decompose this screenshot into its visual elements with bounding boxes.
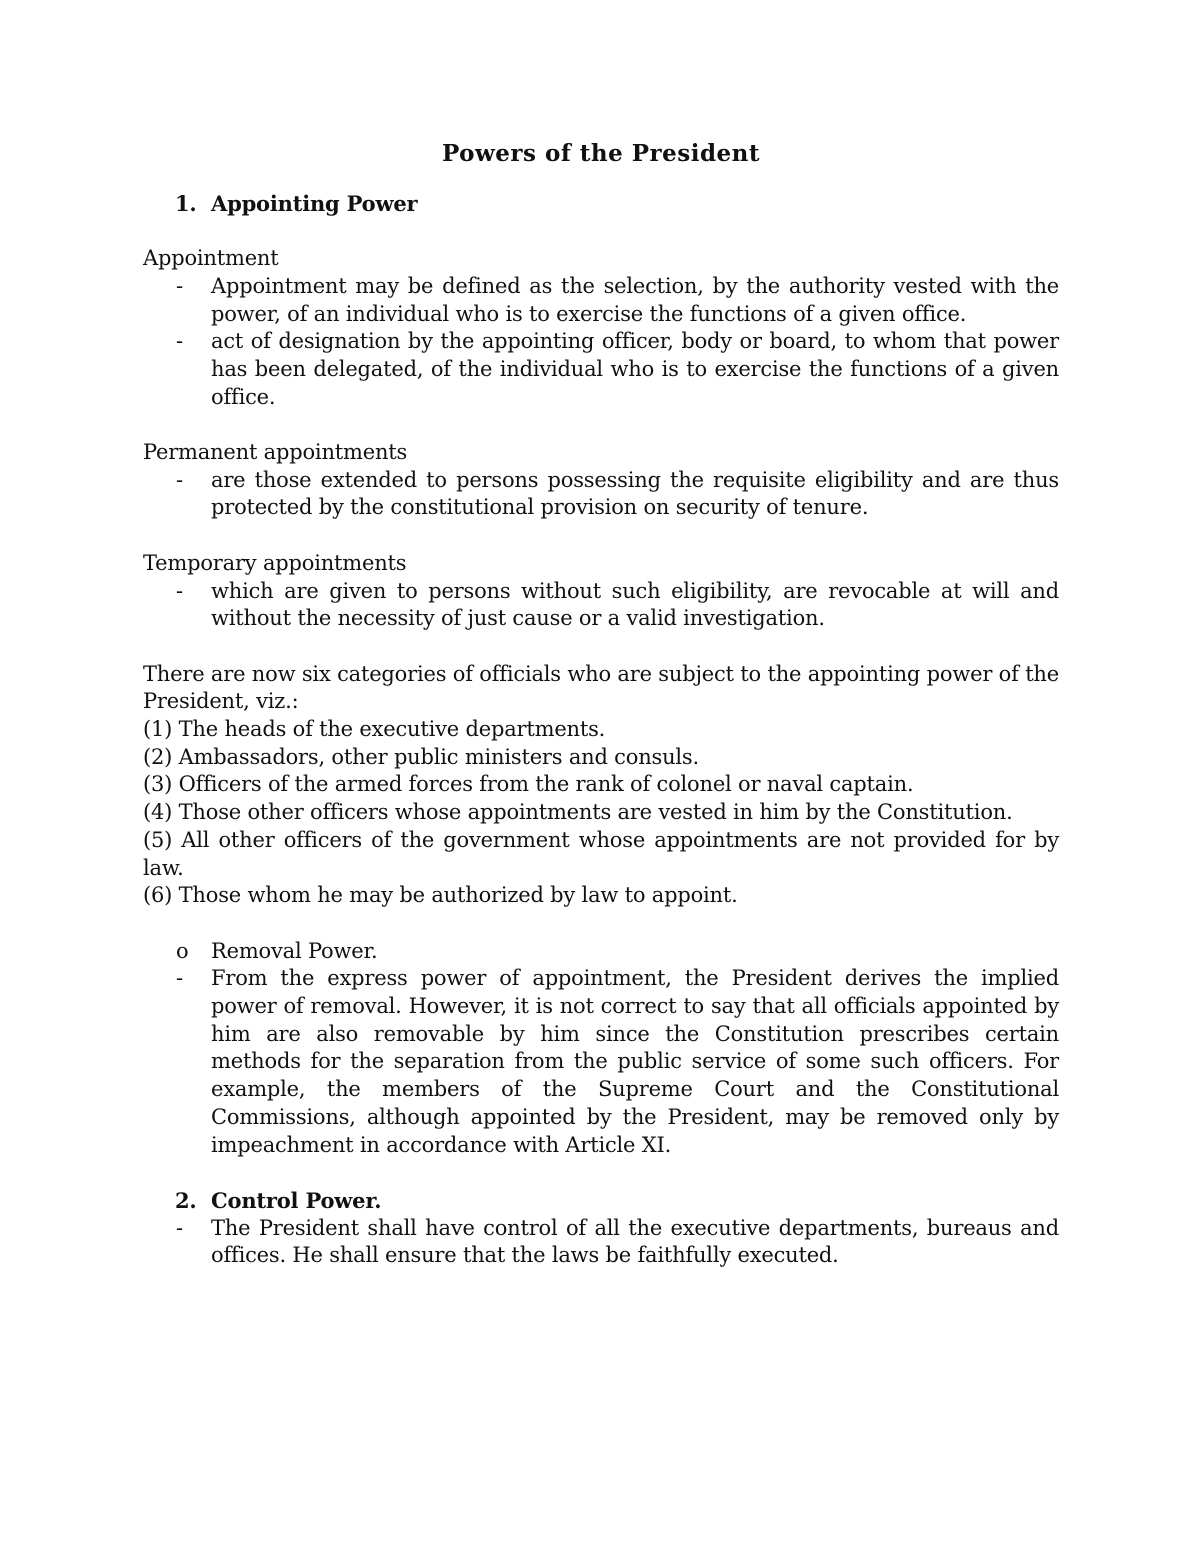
dash-marker: - [176,467,183,492]
list-item [143,1215,1059,1270]
removal-power-label [143,938,1059,966]
dash-marker: - [176,273,183,298]
section-heading-control [143,1187,1059,1215]
circle-bullet-marker: o [176,938,189,963]
temporary-label: Temporary appointments [143,550,407,575]
dash-marker: - [176,578,183,603]
category-item: (5) All other officers of the government whose appointments are not provided for by law. [143,827,1059,880]
section-number: 2. [175,1187,197,1213]
section-number: 1. [175,190,197,216]
list-item [143,578,1059,633]
page-title: Powers of the President [441,140,761,167]
permanent-def: are those extended to persons possessing the requisite eligibility and are thus protected by the constitutional provision on security of tenure. [211,467,1059,520]
dash-marker: - [176,329,183,354]
appointment-def-2: act of designation by the appointing officer, body or board, to whom that power has been delegated, of the individual who is to exercise the functions of a given office. [211,329,1059,409]
appointment-label: Appointment [143,246,279,271]
list-item [143,273,1059,328]
control-power-text: The President shall have control of all the executive departments, bureaus and offices. He shall ensure that the laws be faithfully executed. [211,1215,1059,1268]
section-title: Appointing Power [211,190,418,216]
appointment-def-1: Appointment may be defined as the selection, by the authority vested with the power, of an individual who is to exercise the functions of a given office. [211,273,1059,326]
list-item [143,467,1059,522]
category-item: (6) Those whom he may be authorized by law to appoint. [143,883,738,908]
category-item: (1) The heads of the executive departments. [143,717,606,741]
list-item [143,328,1059,411]
category-item: (3) Officers of the armed forces from the rank of colonel or naval captain. [143,772,914,797]
category-item: (4) Those other officers whose appointments are vested in him by the Constitution. [143,800,1013,825]
section-title: Control Power. [211,1187,382,1213]
categories-intro: There are now six categories of officials who are subject to the appointing power of the President, viz.: [143,661,1059,714]
list-item [143,965,1059,1159]
temporary-def: which are given to persons without such eligibility, are revocable at will and without the necessity of just cause or a valid investigation. [211,578,1059,631]
removal-power-text: From the express power of appointment, the President derives the implied power of removal. However, it is not correct to say that all officials appointed by him are also removable by him since the Constitution prescribes certain methods for the separation from the public service of some such officers. For example, the members of the Supreme Court and the Constitutional Commissions, although appointed by the President, may be removed only by impeachment in accordance with Article XI. [211,966,1059,1157]
document-content [143,140,1059,1270]
section-heading-appointing [143,190,1059,218]
removal-power-title: Removal Power. [211,938,378,963]
category-item: (2) Ambassadors, other public ministers and consuls. [143,744,699,769]
permanent-label: Permanent appointments [143,440,408,464]
dash-marker: - [176,966,183,991]
dash-marker: - [176,1215,183,1240]
